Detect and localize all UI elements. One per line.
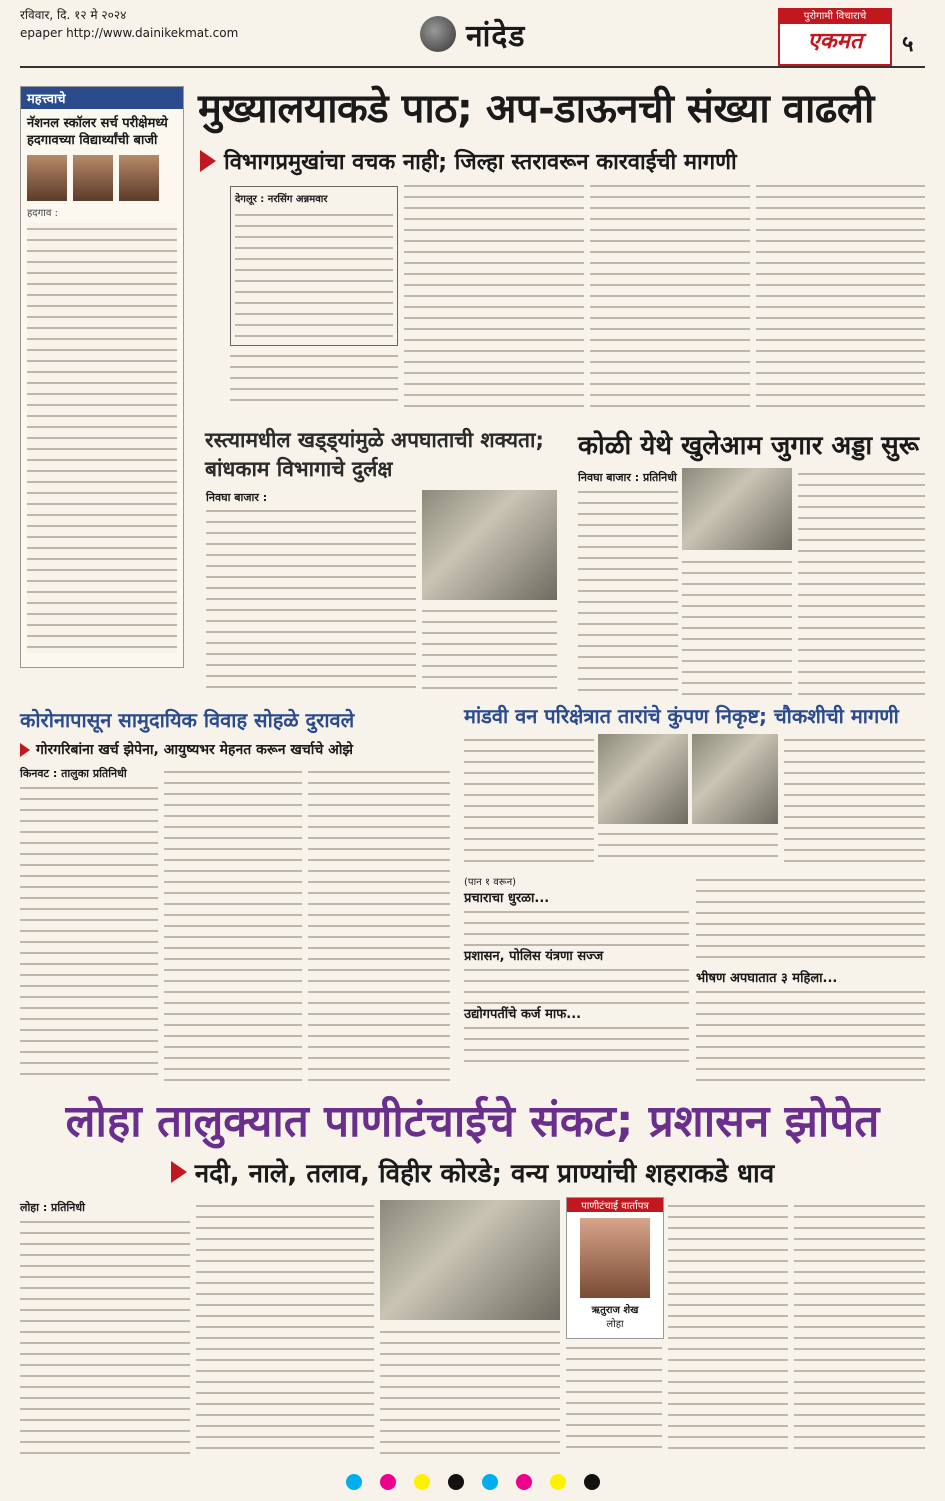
wedding-subheadline — [20, 740, 353, 759]
issue-date: रविवार, दि. १२ मे २०२४ — [20, 8, 127, 22]
continued-label: (पान १ वरून) — [464, 877, 517, 888]
header-divider — [20, 66, 925, 68]
road-headline: रस्त्यामधील खड्ड्यांमुळे अपघाताची शक्यता; बांधकाम विभागाचे दुर्लक्ष — [205, 428, 544, 481]
road-photo — [422, 490, 557, 600]
newspaper-logo — [778, 8, 892, 66]
black-mark-icon — [448, 1474, 464, 1490]
sidebar-heading: महत्त्वाचे — [21, 87, 183, 109]
student-photo — [27, 155, 67, 201]
lead-body-col — [404, 180, 584, 410]
wedding-subheadline-text: गोरगरिबांना खर्च झेपेना, आयुष्यभर मेहनत करून खर्चाचे ओझे — [36, 742, 353, 758]
sidebar-title: नॅशनल स्कॉलर सर्च परीक्षेमध्ये हदगावच्या विद्यार्थ्यांची बाजी — [27, 116, 168, 148]
water-dateline: लोहा : प्रतिनिधी — [20, 1201, 86, 1214]
forest-photo — [692, 734, 778, 824]
water-subheadline — [20, 1154, 925, 1190]
page-number: ५ — [902, 32, 914, 57]
gambling-headline: कोळी येथे खुलेआम जुगार अड्डा सुरू — [578, 431, 919, 461]
accident-heading: भीषण अपघातात ३ महिला... — [696, 971, 838, 986]
forest-caption — [598, 828, 778, 864]
lead-byline: देगलूर : नरसिंग अन्नमवार — [235, 194, 328, 205]
cyan-mark-icon — [346, 1474, 362, 1490]
water-body — [668, 1200, 788, 1456]
lead-intro-text — [235, 209, 393, 339]
city-banner — [420, 14, 600, 54]
masthead-left — [20, 6, 238, 42]
lead-subheadline — [200, 146, 737, 176]
forest-headline: मांडवी वन परिक्षेत्रात तारांचे कुंपण निकृष्ट; चौकशीची मागणी — [464, 704, 899, 728]
water-body — [20, 1216, 190, 1456]
lead-intro-box — [230, 186, 398, 346]
loan-body — [464, 1022, 689, 1062]
magenta-mark-icon — [516, 1474, 532, 1490]
epaper-url[interactable]: epaper http://www.dainikekmat.com — [20, 26, 239, 40]
water-headline: लोहा तालुक्यात पाणीटंचाईचे संकट; प्रशासन झोपेत — [65, 1096, 880, 1147]
yellow-mark-icon — [414, 1474, 430, 1490]
globe-icon — [420, 16, 456, 52]
arrow-icon — [20, 743, 30, 757]
road-body — [206, 505, 416, 695]
columnist-box — [566, 1197, 664, 1339]
logo-name: एकमत — [807, 29, 863, 54]
gambling-body — [578, 486, 678, 696]
continued-body — [696, 874, 925, 964]
student-photos — [21, 151, 183, 205]
columnist-label: पाणीटंचाई वार्तापत्र — [567, 1198, 663, 1212]
student-photo — [73, 155, 113, 201]
gambling-body — [798, 468, 925, 696]
sidebar-box — [20, 86, 184, 668]
campaign-body — [464, 906, 689, 946]
gambling-body — [682, 556, 792, 696]
water-body — [196, 1200, 374, 1456]
black-mark-icon — [584, 1474, 600, 1490]
color-registration-strip — [0, 1462, 945, 1501]
gambling-photo — [682, 468, 792, 550]
water-subheadline-text: नदी, नाले, तलाव, विहीर कोरडे; वन्य प्राण्यांची शहराकडे धाव — [194, 1159, 775, 1189]
student-photo — [119, 155, 159, 201]
campaign-heading: प्रचाराचा धुरळा... — [464, 891, 550, 906]
loan-heading: उद्योगपतींचे कर्ज माफ... — [464, 1007, 582, 1022]
columnist-photo — [580, 1218, 650, 1298]
lead-body-col — [590, 180, 750, 410]
yellow-mark-icon — [550, 1474, 566, 1490]
water-body — [566, 1342, 662, 1456]
lead-subheadline-text: विभागप्रमुखांचा वचक नाही; जिल्हा स्तरावरून कारवाईची मागणी — [224, 150, 737, 175]
forest-body — [784, 734, 925, 864]
arrow-icon — [200, 150, 216, 172]
wedding-headline: कोरोनापासून सामुदायिक विवाह सोहळे दुरावले — [20, 708, 355, 732]
forest-body — [464, 734, 594, 864]
magenta-mark-icon — [380, 1474, 396, 1490]
road-dateline: निवघा बाजार : — [206, 491, 268, 504]
wedding-body — [20, 782, 158, 1082]
lead-headline: मुख्यालयाकडे पाठ; अप-डाऊनची संख्या वाढली — [198, 86, 874, 132]
lead-body-col — [756, 180, 925, 410]
police-heading: प्रशासन, पोलिस यंत्रणा सज्ज — [464, 949, 604, 964]
arrow-icon — [171, 1161, 187, 1183]
wedding-body — [164, 766, 302, 1082]
water-body — [380, 1326, 560, 1456]
accident-body — [696, 986, 925, 1082]
water-photo — [380, 1200, 560, 1320]
columnist-name: ऋतुराज शेख — [591, 1305, 639, 1316]
logo-tagline: पुरोगामी विचाराचे — [780, 10, 890, 24]
lead-body-col — [230, 350, 398, 410]
columnist-place: लोहा — [606, 1319, 624, 1330]
forest-photo — [598, 734, 688, 824]
road-body — [422, 605, 557, 695]
cyan-mark-icon — [482, 1474, 498, 1490]
city-name: नांदेड — [466, 18, 526, 54]
gambling-dateline: निवघा बाजार : प्रतिनिधी — [578, 471, 677, 484]
water-body — [794, 1200, 925, 1456]
police-body — [464, 964, 689, 1004]
sidebar-place: हदगाव : — [27, 208, 58, 219]
wedding-body — [308, 766, 450, 1082]
wedding-dateline: किनवट : तालुका प्रतिनिधी — [20, 767, 127, 780]
sidebar-body-text — [27, 223, 177, 653]
